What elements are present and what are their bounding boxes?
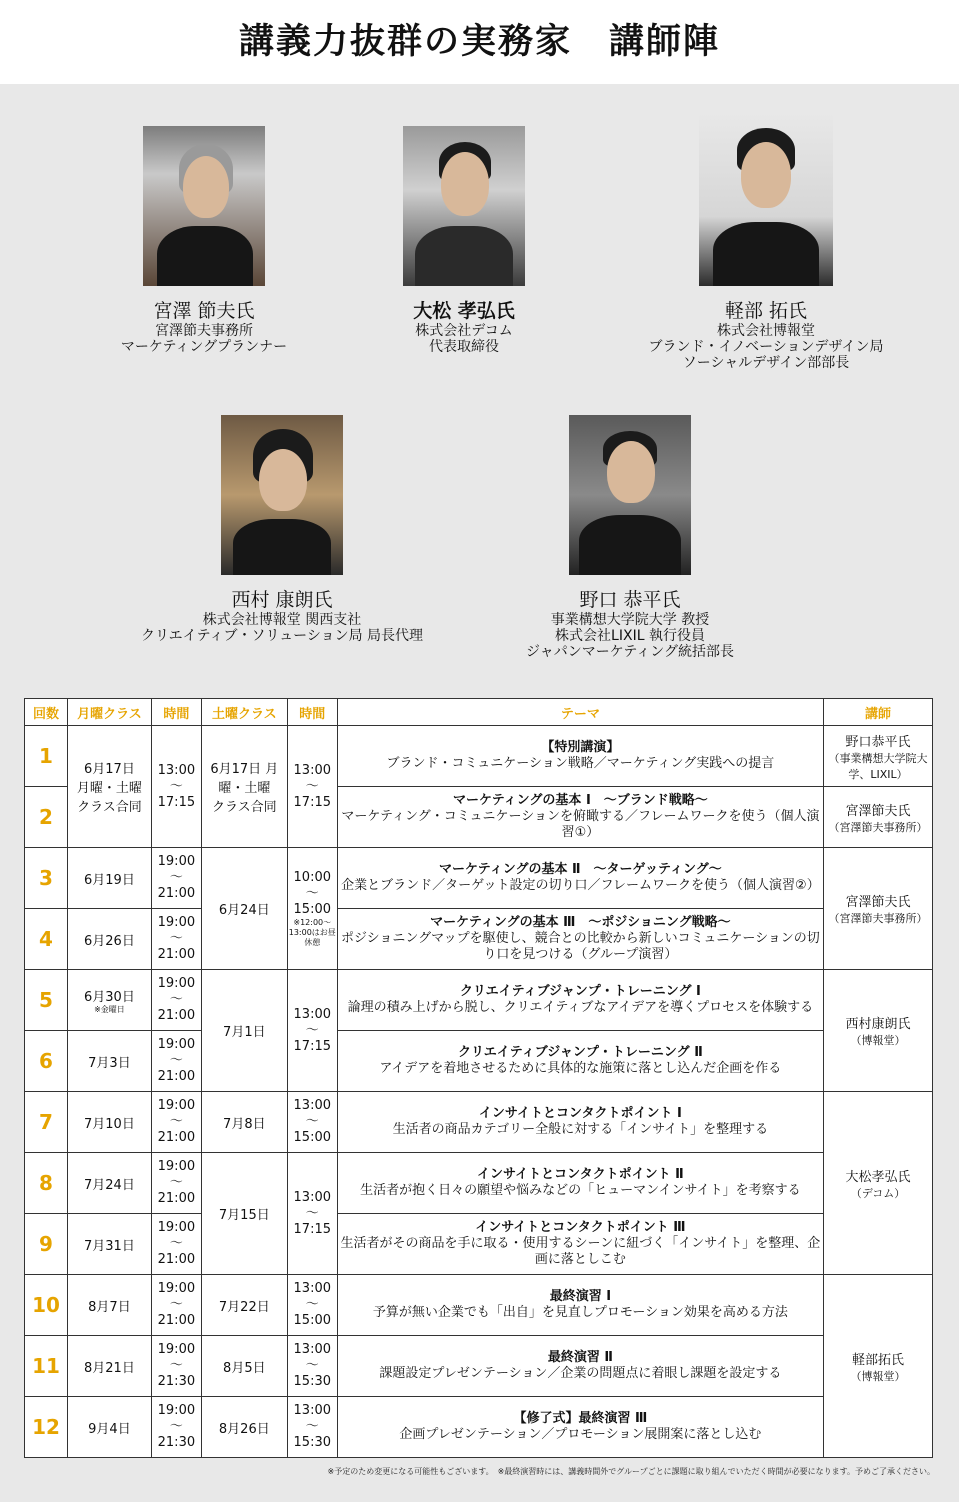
- saturday-time: 13:00 〜 15:00: [287, 1275, 337, 1336]
- header-saturday: 土曜クラス: [201, 699, 287, 726]
- table-row: [25, 1214, 933, 1275]
- theme-description: 予算が無い企業でも「出自」を見直しプロモーション効果を高める方法: [372, 1305, 788, 1320]
- footnote: ※予定のため変更になる可能性もございます。 ※最終演習時には、講義時間外でグループごとに課題に取り組んでいただく時間が必要になります。予めご了承ください。: [327, 1467, 935, 1476]
- monday-date: 8月7日: [67, 1275, 151, 1336]
- table-row: [25, 970, 933, 1031]
- lecturer-card: [334, 126, 594, 355]
- table-row: [25, 1092, 933, 1153]
- table-row: [25, 1336, 933, 1397]
- theme-cell: [337, 1031, 823, 1092]
- session-number: 6: [25, 1031, 68, 1092]
- instructor-cell: [824, 848, 933, 970]
- theme-description: アイデアを着地させるために具体的な施策に落とし込んだ企画を作る: [379, 1061, 782, 1076]
- instructor-cell: [824, 1092, 933, 1275]
- monday-date: 7月31日: [67, 1214, 151, 1275]
- theme-description: 生活者がその商品を手に取る・使用するシーンに紐づく「インサイト」を整理、企画に落としこむ: [340, 1236, 821, 1267]
- header: [0, 0, 959, 84]
- instructor-cell: [824, 970, 933, 1092]
- saturday-time: 13:00 〜 17:15: [287, 1153, 337, 1275]
- monday-date: 6月19日: [67, 848, 151, 909]
- saturday-time: 13:00 〜 15:30: [287, 1397, 337, 1458]
- monday-time: 19:00 〜 21:00: [151, 1092, 201, 1153]
- theme-cell: [337, 726, 823, 787]
- lecturer-title: ソーシャルデザイン部部長: [682, 355, 850, 371]
- theme-title: 最終演習 Ⅰ: [549, 1289, 612, 1304]
- theme-cell: [337, 970, 823, 1031]
- theme-title: 【修了式】最終演習 Ⅲ: [513, 1411, 648, 1426]
- theme-title: インサイトとコンタクトポイント Ⅰ: [478, 1106, 682, 1121]
- theme-description: 生活者の商品カテゴリー全般に対する「インサイト」を整理する: [392, 1122, 769, 1137]
- instructor-cell: [824, 726, 933, 787]
- lecturer-title: クリエイティブ・ソリューション局 局長代理: [140, 628, 424, 644]
- monday-date: 7月24日: [67, 1153, 151, 1214]
- session-number: 9: [25, 1214, 68, 1275]
- theme-title: インサイトとコンタクトポイント Ⅲ: [475, 1220, 686, 1235]
- table-row: [25, 848, 933, 909]
- saturday-time: 13:00 〜 15:00: [287, 1092, 337, 1153]
- instructor-name: 宮澤節夫氏: [845, 803, 911, 819]
- lecturer-title: ブランド・イノベーションデザイン局: [648, 339, 884, 355]
- lecturer-photo: [699, 112, 833, 286]
- lecturer-affiliation: 株式会社デコム: [415, 323, 513, 339]
- instructor-cell: [824, 1275, 933, 1458]
- saturday-time: 13:00 〜 17:15: [287, 726, 337, 848]
- theme-cell: [337, 1336, 823, 1397]
- monday-time: 13:00 〜 17:15: [151, 726, 201, 848]
- header-monday: 月曜クラス: [67, 699, 151, 726]
- saturday-time: 10:00 〜 15:00 ※12:00～13:00はお昼休憩: [287, 848, 337, 970]
- lecturer-photo: [569, 415, 691, 575]
- lecturer-affiliation: 宮澤節夫事務所: [155, 323, 253, 339]
- monday-time: 19:00 〜 21:00: [151, 848, 201, 909]
- theme-description: ブランド・コミュニケーション戦略／マーケティング実践への提言: [386, 756, 775, 771]
- lecturer-card: [500, 415, 760, 660]
- instructor-affiliation: （デコム）: [850, 1186, 906, 1200]
- session-number: 5: [25, 970, 68, 1031]
- session-number: 7: [25, 1092, 68, 1153]
- monday-date: 8月21日: [67, 1336, 151, 1397]
- monday-time: 19:00 〜 21:00: [151, 1214, 201, 1275]
- session-number: 8: [25, 1153, 68, 1214]
- table-row: [25, 1397, 933, 1458]
- monday-date: 6月26日: [67, 909, 151, 970]
- lecturer-name: 宮澤 節夫氏: [153, 300, 255, 322]
- theme-description: ポジショニングマップを駆使し、競合との比較から新しいコミュニケーションの切り口を見つける（グループ演習）: [340, 931, 820, 962]
- theme-description: 論理の積み上げから脱し、クリエイティブなアイデアを導くプロセスを体験する: [347, 1000, 814, 1015]
- theme-title: インサイトとコンタクトポイント Ⅱ: [477, 1167, 684, 1182]
- theme-cell: [337, 787, 823, 848]
- instructor-name: 野口恭平氏: [845, 734, 911, 750]
- session-number: 3: [25, 848, 68, 909]
- theme-title: マーケティングの基本 Ⅰ ～ブランド戦略～: [452, 793, 708, 808]
- page-title: 講義力抜群の実務家 講師陣: [238, 22, 720, 62]
- session-number: 2: [25, 787, 68, 848]
- monday-time: 19:00 〜 21:00: [151, 970, 201, 1031]
- header-theme: テーマ: [337, 699, 823, 726]
- theme-title: 最終演習 Ⅱ: [547, 1350, 613, 1365]
- theme-cell: [337, 1397, 823, 1458]
- instructor-affiliation: （博報堂）: [850, 1369, 906, 1383]
- header-time: 時間: [151, 699, 201, 726]
- saturday-date: 7月15日: [201, 1153, 287, 1275]
- lecturer-photo: [143, 126, 265, 286]
- lecturer-title: 株式会社LIXIL 執行役員: [555, 628, 705, 644]
- instructor-name: 大松孝弘氏: [845, 1169, 911, 1185]
- saturday-date: 7月22日: [201, 1275, 287, 1336]
- instructor-affiliation: （宮澤節夫事務所）: [828, 820, 928, 834]
- monday-date: 6月17日 月曜・土曜 クラス合同: [67, 726, 151, 848]
- lecturer-title: マーケティングプランナー: [120, 339, 288, 355]
- monday-time: 19:00 〜 21:00: [151, 909, 201, 970]
- monday-date: 6月30日 ※金曜日: [67, 970, 151, 1031]
- lecturer-affiliation: 株式会社博報堂 関西支社: [202, 612, 362, 628]
- theme-cell: [337, 1275, 823, 1336]
- lecturer-name: 西村 康朗氏: [231, 589, 333, 611]
- monday-date: 9月4日: [67, 1397, 151, 1458]
- session-number: 4: [25, 909, 68, 970]
- table-row: [25, 1275, 933, 1336]
- theme-title: クリエイティブジャンプ・トレーニング Ⅱ: [458, 1045, 703, 1060]
- header-time: 時間: [287, 699, 337, 726]
- monday-time: 19:00 〜 21:30: [151, 1336, 201, 1397]
- theme-title: 【特別講演】: [541, 740, 620, 755]
- table-header-row: [25, 699, 933, 726]
- theme-cell: [337, 1214, 823, 1275]
- lecturer-name: 軽部 拓氏: [724, 300, 808, 322]
- lecturer-card: [636, 112, 896, 371]
- header-instructor: 講師: [824, 699, 933, 726]
- saturday-date: 8月5日: [201, 1336, 287, 1397]
- theme-description: 企画プレゼンテーション／プロモーション展開案に落とし込む: [399, 1427, 762, 1442]
- instructor-cell: [824, 787, 933, 848]
- instructor-affiliation: （宮澤節夫事務所）: [828, 912, 928, 925]
- saturday-date: 6月24日: [201, 848, 287, 970]
- session-number: 11: [25, 1336, 68, 1397]
- saturday-date: 7月8日: [201, 1092, 287, 1153]
- lecturer-title: ジャパンマーケティング統括部長: [525, 644, 735, 660]
- table-row: [25, 909, 933, 970]
- theme-cell: [337, 1092, 823, 1153]
- lecturer-name: 野口 恭平氏: [579, 589, 681, 611]
- theme-description: 生活者が抱く日々の願望や悩みなどの「ヒューマンインサイト」を考察する: [360, 1183, 801, 1198]
- instructor-name: 宮澤節夫氏: [845, 895, 911, 910]
- theme-title: マーケティングの基本 Ⅲ ～ポジショニング戦略～: [430, 915, 731, 930]
- schedule-table: [24, 698, 933, 1458]
- table-row: [25, 1031, 933, 1092]
- theme-description: 課題設定プレゼンテーション／企業の問題点に着眼し課題を設定する: [379, 1366, 782, 1381]
- theme-title: クリエイティブジャンプ・トレーニング Ⅰ: [459, 984, 701, 999]
- theme-cell: [337, 1153, 823, 1214]
- header-num: 回数: [25, 699, 68, 726]
- theme-title: マーケティングの基本 Ⅱ ～ターゲッティング～: [439, 862, 722, 877]
- monday-time: 19:00 〜 21:30: [151, 1397, 201, 1458]
- lecturer-card: [132, 415, 432, 644]
- lecturer-affiliation: 事業構想大学院大学 教授: [550, 612, 710, 628]
- monday-date: 7月3日: [67, 1031, 151, 1092]
- theme-description: マーケティング・コミュニケーションを俯瞰する／フレームワークを使う（個人演習①）: [341, 809, 820, 840]
- theme-cell: [337, 909, 823, 970]
- instructor-affiliation: （博報堂）: [850, 1034, 906, 1047]
- monday-time: 19:00 〜 21:00: [151, 1153, 201, 1214]
- theme-cell: [337, 848, 823, 909]
- lecturer-title: 代表取締役: [429, 339, 499, 355]
- table-row: [25, 726, 933, 787]
- instructor-name: 西村康朗氏: [845, 1017, 911, 1032]
- session-number: 10: [25, 1275, 68, 1336]
- saturday-date: 6月17日 月曜・土曜 クラス合同: [201, 726, 287, 848]
- lecturer-photo: [403, 126, 525, 286]
- lecturer-photo: [221, 415, 343, 575]
- instructor-affiliation: （事業構想大学院大学、LIXIL）: [828, 751, 928, 781]
- table-row: [25, 1153, 933, 1214]
- monday-date: 7月10日: [67, 1092, 151, 1153]
- instructor-name: 軽部拓氏: [852, 1352, 905, 1368]
- saturday-time: 13:00 〜 17:15: [287, 970, 337, 1092]
- lecturer-name: 大松 孝弘氏: [413, 300, 515, 322]
- theme-description: 企業とブランド／ターゲット設定の切り口／フレームワークを使う（個人演習②）: [341, 878, 820, 893]
- lecturer-card: [74, 126, 334, 355]
- lecturer-affiliation: 株式会社博報堂: [717, 323, 815, 339]
- lunch-note: ※12:00～13:00はお昼休憩: [288, 917, 336, 947]
- saturday-date: 7月1日: [201, 970, 287, 1092]
- monday-time: 19:00 〜 21:00: [151, 1031, 201, 1092]
- friday-note: ※金曜日: [94, 1004, 125, 1014]
- session-number: 1: [25, 726, 68, 787]
- saturday-time: 13:00 〜 15:30: [287, 1336, 337, 1397]
- session-number: 12: [25, 1397, 68, 1458]
- saturday-date: 8月26日: [201, 1397, 287, 1458]
- monday-time: 19:00 〜 21:00: [151, 1275, 201, 1336]
